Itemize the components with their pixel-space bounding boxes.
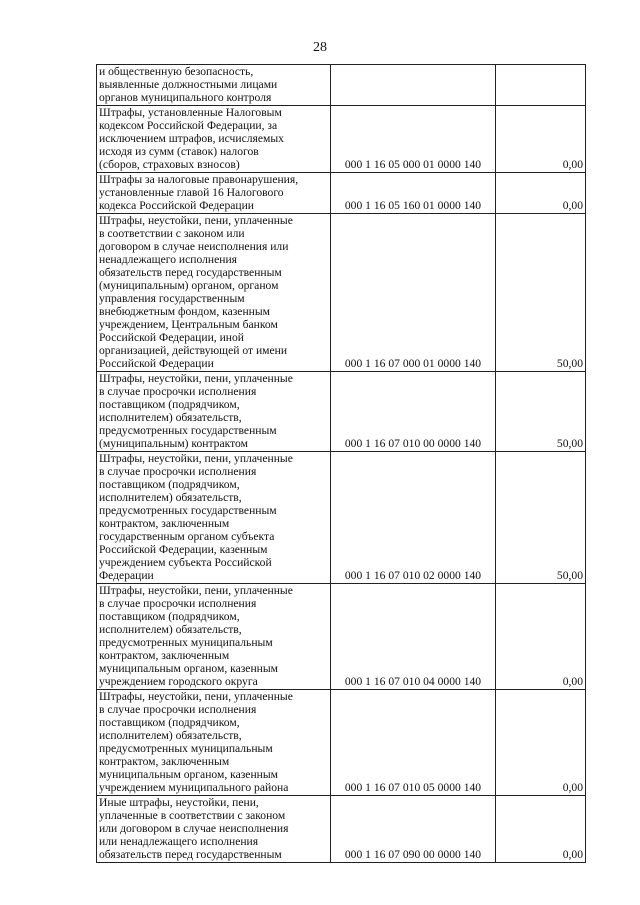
row-code: 000 1 16 05 000 01 0000 140 [344,158,482,171]
row-name: Иные штрафы, неустойки, пени, уплаченные в соответствии с законом или договором в случае неисполнения или ненадлежащего исполнения обязательств перед государственным [99,796,289,861]
row-amount: 0,00 [562,199,583,212]
row-name-cell [97,690,331,796]
row-name: Штрафы, неустойки, пени, уплаченные в случае просрочки исполнения поставщиком (подрядчиком, исполнителем) обязательств, предусмотренных государственным (муниципальным) контрактом [99,372,293,450]
row-amount: 0,00 [562,158,583,171]
row-code-cell [331,65,496,106]
row-amount: 50,00 [556,569,583,582]
budget-table [96,64,586,863]
row-name-cell [97,452,331,584]
table-row [97,452,586,584]
row-amount-cell [496,173,586,214]
table-body [97,65,586,863]
row-amount: 0,00 [562,675,583,688]
row-code-cell [331,584,496,690]
table-row [97,106,586,173]
row-amount-cell [496,65,586,106]
row-code: 000 1 16 07 010 02 0000 140 [344,569,482,582]
row-code: 000 1 16 07 090 00 0000 140 [344,848,482,861]
row-name: Штрафы, неустойки, пени, уплаченные в случае просрочки исполнения поставщиком (подрядчиком, исполнителем) обязательств, предусмотренных государственным контрактом, заключенным государственным органом субъекта Российской Федерации, казенным учреждением субъекта Российской Федерации [99,452,293,582]
row-code: 000 1 16 07 010 04 0000 140 [344,675,482,688]
row-code: 000 1 16 05 160 01 0000 140 [344,199,482,212]
row-name-cell [97,796,331,863]
row-amount: 50,00 [556,437,583,450]
table-row [97,372,586,452]
table-row [97,173,586,214]
row-amount-cell [496,372,586,452]
table-row [97,690,586,796]
row-code-cell [331,452,496,584]
row-name-cell [97,372,331,452]
row-amount-cell [496,690,586,796]
row-code: 000 1 16 07 010 00 0000 140 [344,437,482,450]
row-name: Штрафы, установленные Налоговым кодексом Российской Федерации, за исключением штрафов, исчисляемых исходя из сумм (ставок) налогов (сборов, страховых взносов) [99,106,284,171]
row-code-cell [331,796,496,863]
row-name: и общественную безопасность, выявленные должностными лицами органов муниципального контроля [99,65,278,104]
row-code-cell [331,214,496,372]
table-row [97,796,586,863]
row-amount-cell [496,584,586,690]
row-code-cell [331,106,496,173]
row-name-cell [97,65,331,106]
table-row [97,65,586,106]
table-row [97,214,586,372]
row-code-cell [331,173,496,214]
row-name-cell [97,106,331,173]
row-name-cell [97,173,331,214]
row-name: Штрафы, неустойки, пени, уплаченные в соответствии с законом или договором в случае неисполнения или ненадлежащего исполнения обязательств перед государственным (муниципальным) органом, органом управления государственным внебюджетным фондом, казенным учреждением, Центральным банком Российской Федерации, иной организацией, действующей от имени Российской Федерации [99,214,293,370]
row-amount-cell [496,796,586,863]
row-code: 000 1 16 07 010 05 0000 140 [344,781,482,794]
row-name: Штрафы, неустойки, пени, уплаченные в случае просрочки исполнения поставщиком (подрядчиком, исполнителем) обязательств, предусмотренных муниципальным контрактом, заключенным муниципальным органом, казенным учреждением муниципального района [99,690,293,794]
row-amount-cell [496,106,586,173]
row-amount: 0,00 [562,848,583,861]
row-amount-cell [496,214,586,372]
row-name: Штрафы, неустойки, пени, уплаченные в случае просрочки исполнения поставщиком (подрядчиком, исполнителем) обязательств, предусмотренных муниципальным контрактом, заключенным муниципальным органом, казенным учреждением городского округа [99,584,293,688]
row-name-cell [97,584,331,690]
table-row [97,584,586,690]
page-number: 28 [313,40,327,55]
row-name: Штрафы за налоговые правонарушения, установленные главой 16 Налогового кодекса Российской Федерации [99,173,299,212]
row-amount: 50,00 [556,357,583,370]
row-code-cell [331,690,496,796]
row-code: 000 1 16 07 000 01 0000 140 [344,357,482,370]
row-code-cell [331,372,496,452]
row-amount: 0,00 [562,781,583,794]
row-amount-cell [496,452,586,584]
row-name-cell [97,214,331,372]
